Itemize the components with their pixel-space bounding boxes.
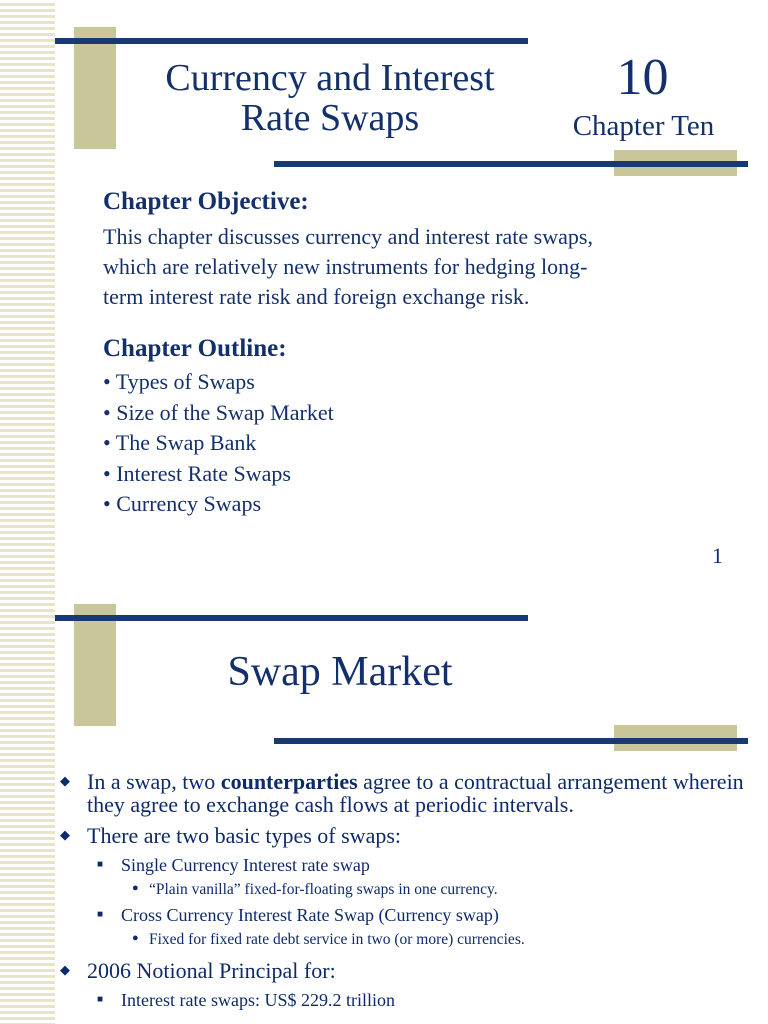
sub-bullet-item: ■ Interest rate swaps: US$ 229.2 trillion: [97, 990, 395, 1010]
title-accent-block-left: [74, 27, 116, 149]
bullet-item: ◆ 2006 Notional Principal for:: [60, 958, 336, 983]
slide-title: Currency and Interest Rate Swaps: [165, 57, 495, 139]
diamond-bullet-icon: ◆: [60, 773, 70, 788]
detail-bullet-item: ● “Plain vanilla” fixed-for-floating swaps in one currency.: [132, 881, 498, 898]
sub-bullet-item: ■ Single Currency Interest rate swap: [97, 855, 370, 875]
objective-heading: Chapter Objective:: [103, 188, 309, 215]
title-rule-bottom: [274, 161, 748, 167]
title-accent-block-left: [74, 604, 116, 726]
title-rule-top: [55, 38, 528, 44]
square-bullet-icon: ■: [97, 994, 104, 1005]
detail-bullet-item: ● Fixed for fixed rate debt service in two (or more) currencies.: [132, 931, 525, 948]
outline-item: • The Swap Bank: [103, 430, 257, 455]
square-bullet-icon: ■: [97, 859, 104, 870]
title-rule-top: [55, 615, 528, 621]
diamond-bullet-icon: ◆: [60, 827, 70, 842]
outline-item: • Types of Swaps: [103, 369, 255, 394]
outline-list: [103, 367, 334, 520]
diamond-bullet-icon: ◆: [60, 962, 70, 977]
bullet-item: ◆ There are two basic types of swaps:: [60, 823, 402, 848]
outline-item: • Currency Swaps: [103, 491, 262, 516]
objective-text: This chapter discusses currency and interest rate swaps, which are relatively new instruments for hedging long- term interest rate risk and foreign exchange risk.: [103, 224, 593, 309]
square-bullet-icon: ■: [97, 909, 104, 920]
bullet-item: ◆ In a swap, two counterparties agree to a contractual arrangement wherein they agree to exchange cash flows at periodic intervals.: [60, 769, 744, 817]
chapter-number: 10: [616, 49, 669, 106]
dot-bullet-icon: ●: [132, 882, 139, 894]
outline-item: • Size of the Swap Market: [103, 399, 334, 425]
slide-2: [0, 590, 768, 1024]
chapter-name: Chapter Ten: [572, 110, 715, 142]
dot-bullet-icon: ●: [132, 932, 139, 944]
emphasis-term: counterparties: [220, 769, 358, 794]
title-rule-bottom: [274, 738, 748, 744]
outline-item: • Interest Rate Swaps: [103, 460, 291, 486]
page-number: 1: [712, 543, 723, 568]
outline-heading: Chapter Outline:: [103, 335, 287, 362]
sub-bullet-item: ■ Cross Currency Interest Rate Swap (Currency swap): [97, 905, 499, 925]
bullet-list: [60, 770, 750, 1015]
slide-title: Swap Market: [227, 649, 453, 695]
